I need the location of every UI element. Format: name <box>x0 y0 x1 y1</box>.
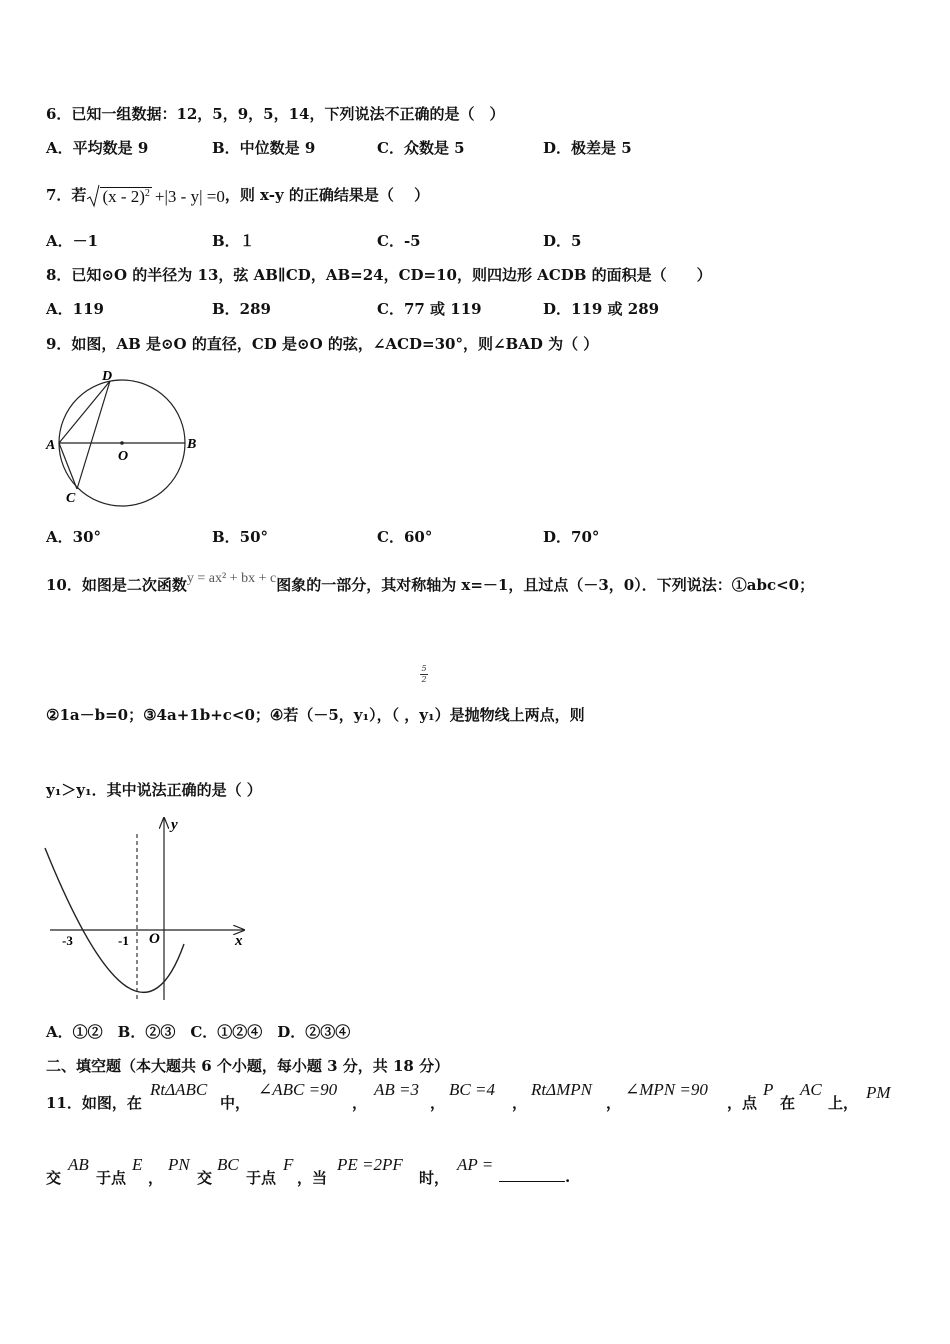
q11-n6: PE =2PF <box>337 1155 403 1174</box>
q11-t4: ， <box>430 1094 446 1112</box>
q11-n2: E <box>132 1155 143 1174</box>
q11-n4: BC <box>217 1155 239 1174</box>
q10-frac-num: 5 <box>421 664 427 673</box>
q9-center-dot <box>120 441 124 445</box>
q6-option-d: D．极差是 5 <box>543 139 632 157</box>
q9-option-c: C．60° <box>377 528 433 546</box>
q11-t2: 中， <box>220 1094 251 1112</box>
q11-u5: 于点 <box>246 1169 277 1187</box>
q11-t3: ， <box>352 1094 368 1112</box>
q11-t7: ，点 <box>727 1094 758 1112</box>
q8-option-d: D．119 或 289 <box>543 300 660 318</box>
q8-option-a: A．119 <box>46 300 104 318</box>
q10-label-origin: O <box>149 931 160 947</box>
q8-stem: 8．已知⊙O 的半径为 13，弦 AB∥CD，AB=24，CD=10，则四边形 ACDB 的面积是（ ） <box>46 266 712 284</box>
q11-u3: ， <box>148 1169 164 1187</box>
section2-heading: 二、填空题（本大题共 6 个小题，每小题 3 分，共 18 分） <box>46 1057 450 1075</box>
q7-formula <box>86 184 224 208</box>
q9-option-b: B．50° <box>212 528 269 546</box>
q11-u4: 交 <box>197 1169 213 1187</box>
q7-option-a: A．－1 <box>46 232 99 250</box>
q10-stem-line3: y₁＞y₁．其中说法正确的是（ ） <box>46 781 262 799</box>
q9-option-a: A．30° <box>46 528 102 546</box>
q11-m1: RtΔABC <box>150 1080 208 1099</box>
q9-chord-ac <box>59 443 77 489</box>
q9-label-a: A <box>46 438 56 453</box>
q7-stem <box>46 184 429 208</box>
q7-prefix: 7．若 <box>46 186 87 204</box>
q7-abs-term: +|3 - y| =0 <box>154 187 225 206</box>
q11-answer-blank[interactable] <box>499 1167 570 1186</box>
q9-circle-figure <box>40 364 210 512</box>
q10-suffix: 图象的一部分，其对称轴为 x=－1，且过点（－3，0）．下列说法：①abc<0； <box>276 576 815 594</box>
q10-fraction <box>420 664 428 685</box>
q9-label-o: O <box>118 449 129 464</box>
q9-label-d: D <box>102 369 113 384</box>
q7-exponent: 2 <box>144 188 150 199</box>
q11-m6: ∠MPN =90 <box>625 1080 708 1099</box>
q10-parabola-curve <box>45 848 184 992</box>
q7-option-d: D．5 <box>543 232 582 250</box>
q11-m2: ∠ABC =90 <box>258 1080 338 1099</box>
q10-label-y: y <box>171 817 178 833</box>
q11-u8: . <box>565 1168 571 1186</box>
q6-option-b: B．中位数是 9 <box>212 139 316 157</box>
q11-n3: PN <box>168 1155 190 1174</box>
q11-t1: 11．如图，在 <box>46 1094 142 1112</box>
q11-m8: AC <box>800 1080 822 1099</box>
q11-t6: ， <box>606 1094 622 1112</box>
q10-label-x: x <box>235 933 243 949</box>
sqrt-sign-icon <box>86 184 100 208</box>
q9-label-b: B <box>187 437 197 452</box>
q9-label-c: C <box>66 491 76 506</box>
q11-n1: AB <box>68 1155 89 1174</box>
q10-label-neg3: -3 <box>62 933 73 948</box>
q6-option-c: C．众数是 5 <box>377 139 465 157</box>
q6-option-a: A．平均数是 9 <box>46 139 149 157</box>
q11-m3: AB =3 <box>374 1080 419 1099</box>
q11-n5: F <box>283 1155 294 1174</box>
q10-formula: y = ax² + bx + c <box>186 571 277 586</box>
q11-m5: RtΔMPN <box>531 1080 592 1099</box>
q7-option-b: B．１ <box>212 232 255 250</box>
q7-radicand: (x - 2) <box>102 187 145 206</box>
q11-m9: PM <box>866 1083 891 1102</box>
q10-frac-den: 2 <box>421 675 427 684</box>
q10-stem-line2: ②1a－b=0；③4a+1b+c<0；④若（－5，y₁），（ ，y₁）是抛物线上两点，则 <box>46 706 585 724</box>
q11-u7: 时， <box>419 1169 450 1187</box>
q11-u6: ，当 <box>297 1169 328 1187</box>
q7-suffix: ，则 x-y 的正确结果是（ ） <box>224 186 430 204</box>
q8-option-c: C．77 或 119 <box>377 300 482 318</box>
q9-option-d: D．70° <box>543 528 600 546</box>
q11-m4: BC =4 <box>449 1080 495 1099</box>
q11-t9: 上， <box>828 1094 859 1112</box>
q8-option-b: B．289 <box>212 300 271 318</box>
q11-t5: ， <box>512 1094 528 1112</box>
q10-prefix: 10．如图是二次函数 <box>46 576 187 594</box>
q9-stem: 9．如图，AB 是⊙O 的直径，CD 是⊙O 的弦，∠ACD=30°，则∠BAD 为（ ） <box>46 335 599 353</box>
q11-u1: 交 <box>46 1169 62 1187</box>
q10-label-neg1: -1 <box>118 933 129 948</box>
q7-option-c: C．-5 <box>377 232 421 250</box>
q11-n7: AP = <box>457 1155 494 1174</box>
q11-u2: 于点 <box>96 1169 127 1187</box>
q10-options: A．①② B．②③ C．①②④ D．②③④ <box>46 1023 351 1041</box>
q10-parabola-graph <box>40 812 255 1004</box>
q9-chord-cd <box>77 381 110 489</box>
q11-m7: P <box>763 1080 774 1099</box>
q10-stem-line1 <box>46 571 815 595</box>
q6-stem: 6．已知一组数据：12，5，9，5，14，下列说法不正确的是（ ） <box>46 105 505 123</box>
q11-t8: 在 <box>780 1094 796 1112</box>
